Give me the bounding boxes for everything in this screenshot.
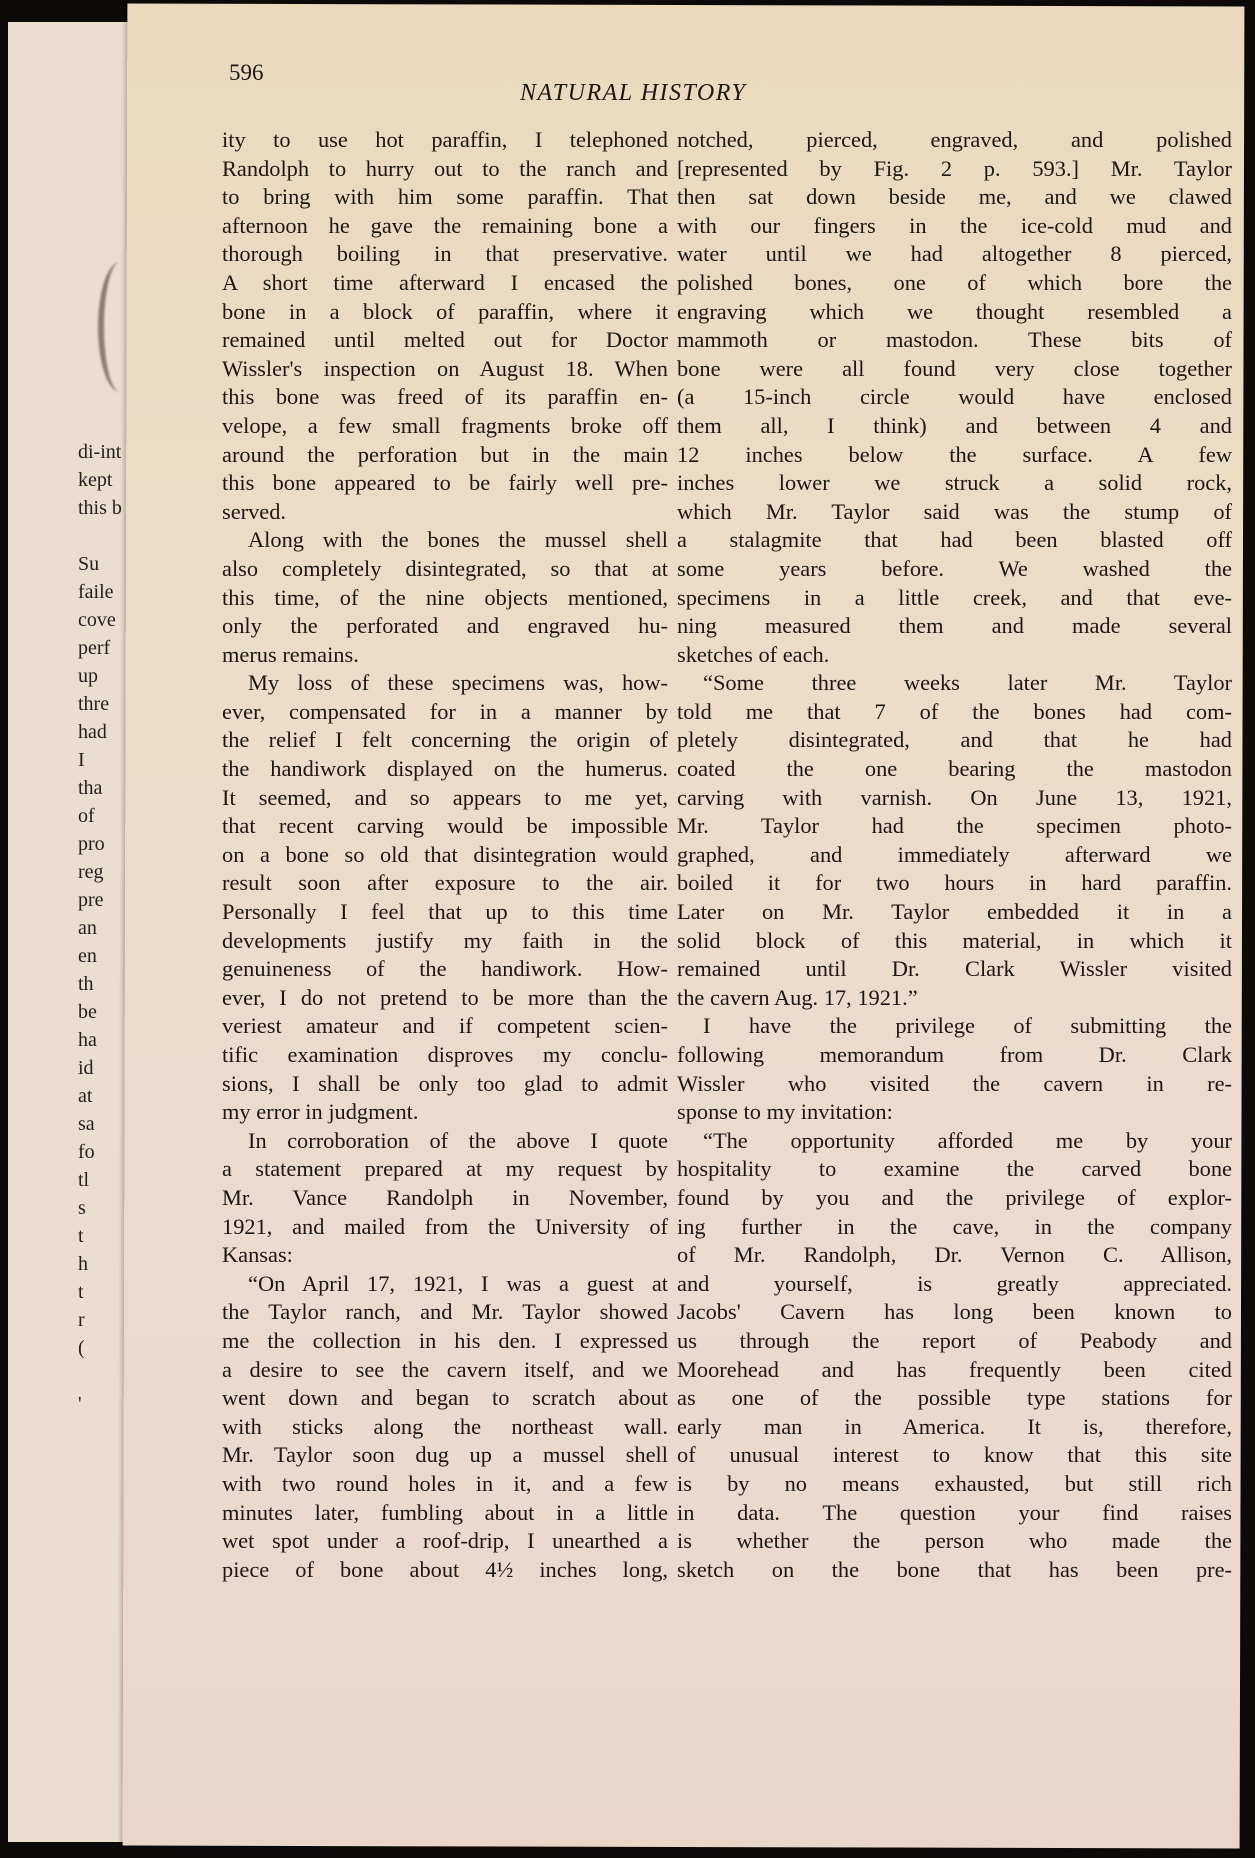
text-line: early man in America. It is, therefore, <box>677 1413 1232 1439</box>
text-line: with two round holes in it, and a few <box>222 1470 668 1496</box>
fragment-line: perf <box>78 637 111 659</box>
text-line: Wissler who visited the cavern in re- <box>677 1070 1232 1096</box>
text-line: specimens in a little creek, and that eve- <box>677 584 1232 610</box>
text-line: engraving which we thought resembled a <box>677 298 1232 324</box>
text-line: hospitality to examine the carved bone <box>677 1156 1232 1182</box>
text-line: genuineness of the handiwork. How- <box>222 956 668 982</box>
text-line: remained until Dr. Clark Wissler visited <box>677 956 1232 982</box>
text-line: developments justify my faith in the <box>222 927 668 953</box>
text-line: and yourself, is greatly appreciated. <box>677 1270 1232 1296</box>
text-line: water until we had altogether 8 pierced, <box>677 241 1232 267</box>
text-line: which Mr. Taylor said was the stump of <box>677 498 1232 524</box>
text-line: In corroboration of the above I quote <box>248 1127 668 1153</box>
text-line: with our fingers in the ice-cold mud and <box>677 212 1232 238</box>
text-line: Along with the bones the mussel shell <box>248 527 668 553</box>
text-line: a statement prepared at my request by <box>222 1156 668 1182</box>
fragment-line: t <box>78 1281 84 1303</box>
fragment-line: thre <box>78 693 110 715</box>
text-line: mammoth or mastodon. These bits of <box>677 327 1232 353</box>
text-line: Mr. Taylor soon dug up a mussel shell <box>222 1442 668 1468</box>
text-line: inches lower we struck a solid rock, <box>677 470 1232 496</box>
text-line: “The opportunity afforded me by your <box>703 1127 1232 1153</box>
text-line: Later on Mr. Taylor embedded it in a <box>677 899 1232 925</box>
fragment-line: ' <box>78 1393 82 1415</box>
fragment-line: h <box>78 1253 88 1275</box>
text-line: It seemed, and so appears to me yet, <box>222 784 668 810</box>
text-line: result soon after exposure to the air. <box>222 870 668 896</box>
text-line: bone were all found very close together <box>677 355 1232 381</box>
text-line: Personally I feel that up to this time <box>222 899 668 925</box>
text-line: told me that 7 of the bones had com- <box>677 698 1232 724</box>
text-line: ning measured them and made several <box>677 613 1232 639</box>
text-line: coated the one bearing the mastodon <box>677 756 1232 782</box>
fragment-line: an <box>78 917 97 939</box>
text-line: a stalagmite that had been blasted off <box>677 527 1232 553</box>
text-line: ever, I do not pretend to be more than the <box>222 984 668 1010</box>
text-line: is whether the person who made the <box>677 1528 1232 1554</box>
text-line: went down and began to scratch about <box>222 1385 668 1411</box>
text-line: pletely disintegrated, and that he had <box>677 727 1232 753</box>
text-line: graphed, and immediately afterward we <box>677 841 1232 867</box>
fragment-line: en <box>78 945 97 967</box>
fragment-line: of <box>78 805 95 827</box>
text-line: this bone was freed of its paraffin en- <box>222 384 668 410</box>
right-column <box>677 126 1232 1584</box>
fragment-line <box>78 1362 124 1390</box>
text-line: of Mr. Randolph, Dr. Vernon C. Allison, <box>677 1242 1232 1268</box>
text-line: “Some three weeks later Mr. Taylor <box>703 670 1232 696</box>
text-line: thorough boiling in that preservative. <box>222 241 668 267</box>
fragment-line: up <box>78 665 98 687</box>
text-line: following memorandum from Dr. Clark <box>677 1042 1232 1067</box>
text-line: boiled it for two hours in hard paraffin. <box>677 870 1232 896</box>
text-line: Jacobs' Cavern has long been known to <box>677 1299 1232 1325</box>
text-line: them all, I think) and between 4 and <box>677 412 1232 438</box>
text-line: merus remains. <box>222 641 359 667</box>
text-line: me the collection in his den. I expressed <box>222 1327 668 1353</box>
text-line: My loss of these specimens was, how- <box>248 670 668 696</box>
text-line: carving with varnish. On June 13, 1921, <box>677 784 1232 810</box>
text-line: wet spot under a roof-drip, I unearthed a <box>222 1528 668 1554</box>
text-line: around the perforation but in the main <box>222 441 668 467</box>
fragment-line: ha <box>78 1029 97 1051</box>
text-line: velope, a few small fragments broke off <box>222 412 668 438</box>
text-line: Wissler's inspection on August 18. When <box>222 355 668 381</box>
fragment-line: th <box>78 973 94 995</box>
fragment-line: t <box>78 1225 84 1247</box>
text-line: 12 inches below the surface. A few <box>677 441 1232 467</box>
text-line: minutes later, fumbling about in a little <box>222 1499 668 1525</box>
text-line: this time, of the nine objects mentioned, <box>222 584 668 610</box>
text-line: polished bones, one of which bore the <box>677 269 1232 295</box>
text-line: (a 15-inch circle would have enclosed <box>677 384 1232 410</box>
text-line: then sat down beside me, and we clawed <box>677 184 1232 210</box>
fragment-line: fo <box>78 1141 95 1163</box>
text-line: afternoon he gave the remaining bone a <box>222 212 668 238</box>
text-line: that recent carving would be impossible <box>222 813 668 839</box>
fragment-line: faile <box>78 581 114 603</box>
text-line: sketch on the bone that has been pre- <box>677 1556 1232 1582</box>
text-line: Randolph to hurry out to the ranch and <box>222 155 668 181</box>
text-line: Mr. Vance Randolph in November, <box>222 1184 668 1210</box>
text-line: the cavern Aug. 17, 1921.” <box>677 984 918 1010</box>
page-number: 596 <box>229 60 264 85</box>
text-line: on a bone so old that disintegration would <box>222 841 668 867</box>
text-line: A short time afterward I encased the <box>222 269 668 295</box>
fragment-line: ( <box>78 1337 85 1359</box>
text-line: piece of bone about 4½ inches long, <box>222 1556 668 1582</box>
text-line: “On April 17, 1921, I was a guest at <box>248 1270 668 1296</box>
text-line: to bring with him some paraffin. That <box>222 184 668 210</box>
text-line: veriest amateur and if competent scien- <box>222 1013 668 1039</box>
text-line: tific examination disproves my conclu- <box>222 1042 668 1067</box>
text-line: the Taylor ranch, and Mr. Taylor showed <box>222 1299 668 1325</box>
fragment-line: this b <box>78 497 122 519</box>
text-line: with sticks along the northeast wall. <box>222 1413 668 1439</box>
fragment-line: Su <box>78 553 100 575</box>
text-line: also completely disintegrated, so that at <box>222 555 668 581</box>
fragment-line: pro <box>78 833 105 855</box>
text-line: only the perforated and engraved hu- <box>222 613 668 639</box>
text-line: Moorehead and has frequently been cited <box>677 1356 1232 1382</box>
text-line: the relief I felt concerning the origin of <box>222 727 668 753</box>
text-line: this bone appeared to be fairly well pre- <box>222 470 668 496</box>
fragment-line <box>78 522 124 550</box>
fragment-line: tl <box>78 1169 90 1191</box>
fragment-line: kept <box>78 469 113 491</box>
text-line: us through the report of Peabody and <box>677 1327 1232 1353</box>
fragment-line: id <box>78 1057 94 1079</box>
text-line: a desire to see the cavern itself, and we <box>222 1356 668 1382</box>
text-line: as one of the possible type stations for <box>677 1385 1232 1411</box>
left-column <box>222 126 668 1584</box>
text-line: my error in judgment. <box>222 1099 419 1125</box>
text-line: Kansas: <box>222 1242 293 1268</box>
text-line: served. <box>222 498 287 524</box>
fragment-line: at <box>78 1085 93 1107</box>
fragment-line: cove <box>78 609 116 631</box>
text-line: I have the privilege of submitting the <box>703 1013 1232 1039</box>
text-line: the handiwork displayed on the humerus. <box>222 756 668 782</box>
text-line: sketches of each. <box>677 641 830 667</box>
fragment-line: r <box>78 1309 85 1331</box>
text-line: remained until melted out for Doctor <box>222 327 668 353</box>
text-line: is by no means exhausted, but still rich <box>677 1470 1232 1496</box>
fragment-line: s <box>78 1197 86 1219</box>
text-line: in data. The question your find raises <box>677 1499 1232 1525</box>
text-line: of unusual interest to know that this site <box>677 1442 1232 1468</box>
text-line: ity to use hot paraffin, I telephoned <box>222 127 668 152</box>
fragment-line: sa <box>78 1113 95 1135</box>
text-line: solid block of this material, in which it <box>677 927 1232 953</box>
fragment-line: I <box>78 749 85 771</box>
fragment-line: had <box>78 721 107 743</box>
text-line: sponse to my invitation: <box>677 1099 893 1125</box>
fragment-line: di-int <box>78 441 122 463</box>
fragment-line: be <box>78 1001 97 1023</box>
text-line: bone in a block of paraffin, where it <box>222 298 668 324</box>
text-line: 1921, and mailed from the University of <box>222 1213 668 1239</box>
text-line: sions, I shall be only too glad to admit <box>222 1070 668 1096</box>
back-page-text-fragments <box>78 438 124 1418</box>
text-line: Mr. Taylor had the specimen photo- <box>677 813 1232 839</box>
text-line: notched, pierced, engraved, and polished <box>677 127 1232 152</box>
fragment-line: pre <box>78 889 104 911</box>
fragment-line: tha <box>78 777 103 799</box>
text-line: ing further in the cave, in the company <box>677 1213 1232 1239</box>
running-head: NATURAL HISTORY <box>520 80 747 106</box>
fragment-line: reg <box>78 861 104 883</box>
text-line: found by you and the privilege of explor- <box>677 1184 1232 1210</box>
text-line: ever, compensated for in a manner by <box>222 698 668 724</box>
text-line: some years before. We washed the <box>677 555 1232 581</box>
text-line: [represented by Fig. 2 p. 593.] Mr. Taylor <box>677 155 1232 181</box>
